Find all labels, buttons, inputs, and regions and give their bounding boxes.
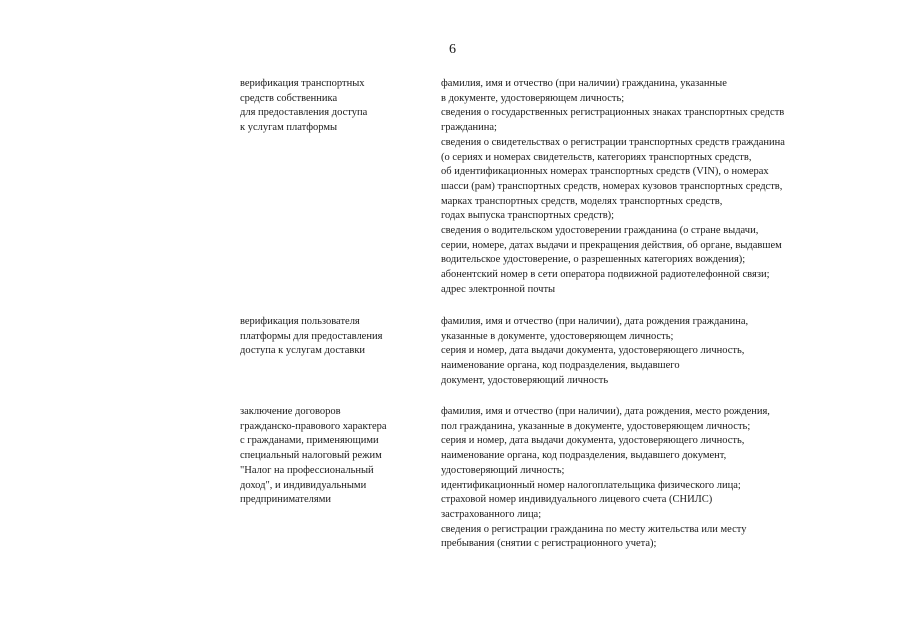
purpose-line: доступа к услугам доставки bbox=[240, 345, 366, 357]
purpose-cell bbox=[240, 405, 425, 508]
data-line: серия и номер, дата выдачи документа, удостоверяющего личность, bbox=[441, 345, 745, 357]
data-line: наименование органа, код подразделения, выдавшего bbox=[441, 360, 680, 372]
data-line: документ, удостоверяющий личность bbox=[441, 374, 609, 386]
purpose-line: предпринимателями bbox=[240, 494, 332, 506]
data-cell bbox=[441, 405, 881, 552]
data-line: гражданина; bbox=[441, 122, 497, 134]
data-line: фамилия, имя и отчество (при наличии), дата рождения гражданина, bbox=[441, 316, 749, 327]
purpose-line: верификация пользователя bbox=[240, 316, 360, 327]
data-line: удостоверяющий личность; bbox=[441, 464, 565, 476]
purpose-line: гражданско-правового характера bbox=[240, 420, 387, 432]
data-line: годах выпуска транспортных средств); bbox=[441, 210, 615, 222]
purpose-line: к услугам платформы bbox=[240, 122, 338, 134]
data-line: фамилия, имя и отчество (при наличии), дата рождения, место рождения, bbox=[441, 406, 770, 417]
data-line: об идентификационных номерах транспортных средств (VIN), о номерах bbox=[441, 166, 769, 178]
data-line: водительское удостоверение, о разрешенных категориях вождения); bbox=[441, 254, 746, 266]
data-line: адрес электронной почты bbox=[441, 283, 556, 295]
purpose-line: специальный налоговый режим bbox=[240, 450, 382, 462]
data-line: застрахованного лица; bbox=[441, 508, 542, 520]
purpose-line: верификация транспортных bbox=[240, 78, 365, 89]
page-number: 6 bbox=[449, 42, 456, 57]
purpose-line: заключение договоров bbox=[240, 406, 341, 417]
data-line: абонентский номер в сети оператора подвижной радиотелефонной связи; bbox=[441, 269, 770, 281]
data-line: в документе, удостоверяющем личность; bbox=[441, 92, 625, 104]
purpose-cell bbox=[240, 77, 425, 136]
purpose-line: для предоставления доступа bbox=[240, 107, 368, 119]
data-line: (о сериях и номерах свидетельств, категориях транспортных средств, bbox=[441, 151, 752, 163]
purpose-line: "Налог на профессиональный bbox=[240, 464, 374, 476]
data-line: наименование органа, код подразделения, выдавшего документ, bbox=[441, 450, 727, 462]
data-cell bbox=[441, 315, 881, 389]
purpose-line: средств собственника bbox=[240, 92, 338, 104]
purpose-line: платформы для предоставления bbox=[240, 330, 383, 342]
data-line: марках транспортных средств, моделях транспортных средств, bbox=[441, 195, 723, 207]
purpose-cell bbox=[240, 315, 425, 359]
data-line: шасси (рам) транспортных средств, номерах кузовов транспортных средств, bbox=[441, 180, 783, 192]
data-line: сведения о свидетельствах о регистрации транспортных средств гражданина bbox=[441, 136, 785, 148]
data-line: пребывания (снятии с регистрационного учета); bbox=[441, 538, 657, 550]
data-line: идентификационный номер налогоплательщика физического лица; bbox=[441, 479, 741, 491]
data-line: серия и номер, дата выдачи документа, удостоверяющего личность, bbox=[441, 435, 745, 447]
data-line: серии, номере, датах выдачи и прекращения действия, об органе, выдавшем bbox=[441, 239, 782, 251]
data-line: сведения о государственных регистрационных знаках транспортных средств bbox=[441, 107, 785, 119]
data-line: страховой номер индивидуального лицевого счета (СНИЛС) bbox=[441, 494, 713, 506]
purpose-line: с гражданами, применяющими bbox=[240, 435, 379, 447]
data-line: сведения о регистрации гражданина по месту жительства или месту bbox=[441, 523, 747, 535]
purpose-line: доход", и индивидуальными bbox=[240, 479, 367, 491]
data-line: сведения о водительском удостоверении гражданина (о стране выдачи, bbox=[441, 225, 759, 237]
data-cell bbox=[441, 77, 881, 298]
data-line: пол гражданина, указанные в документе, удостоверяющем личность; bbox=[441, 420, 751, 432]
data-line: фамилия, имя и отчество (при наличии) гражданина, указанные bbox=[441, 78, 727, 89]
data-line: указанные в документе, удостоверяющем личность; bbox=[441, 330, 674, 342]
